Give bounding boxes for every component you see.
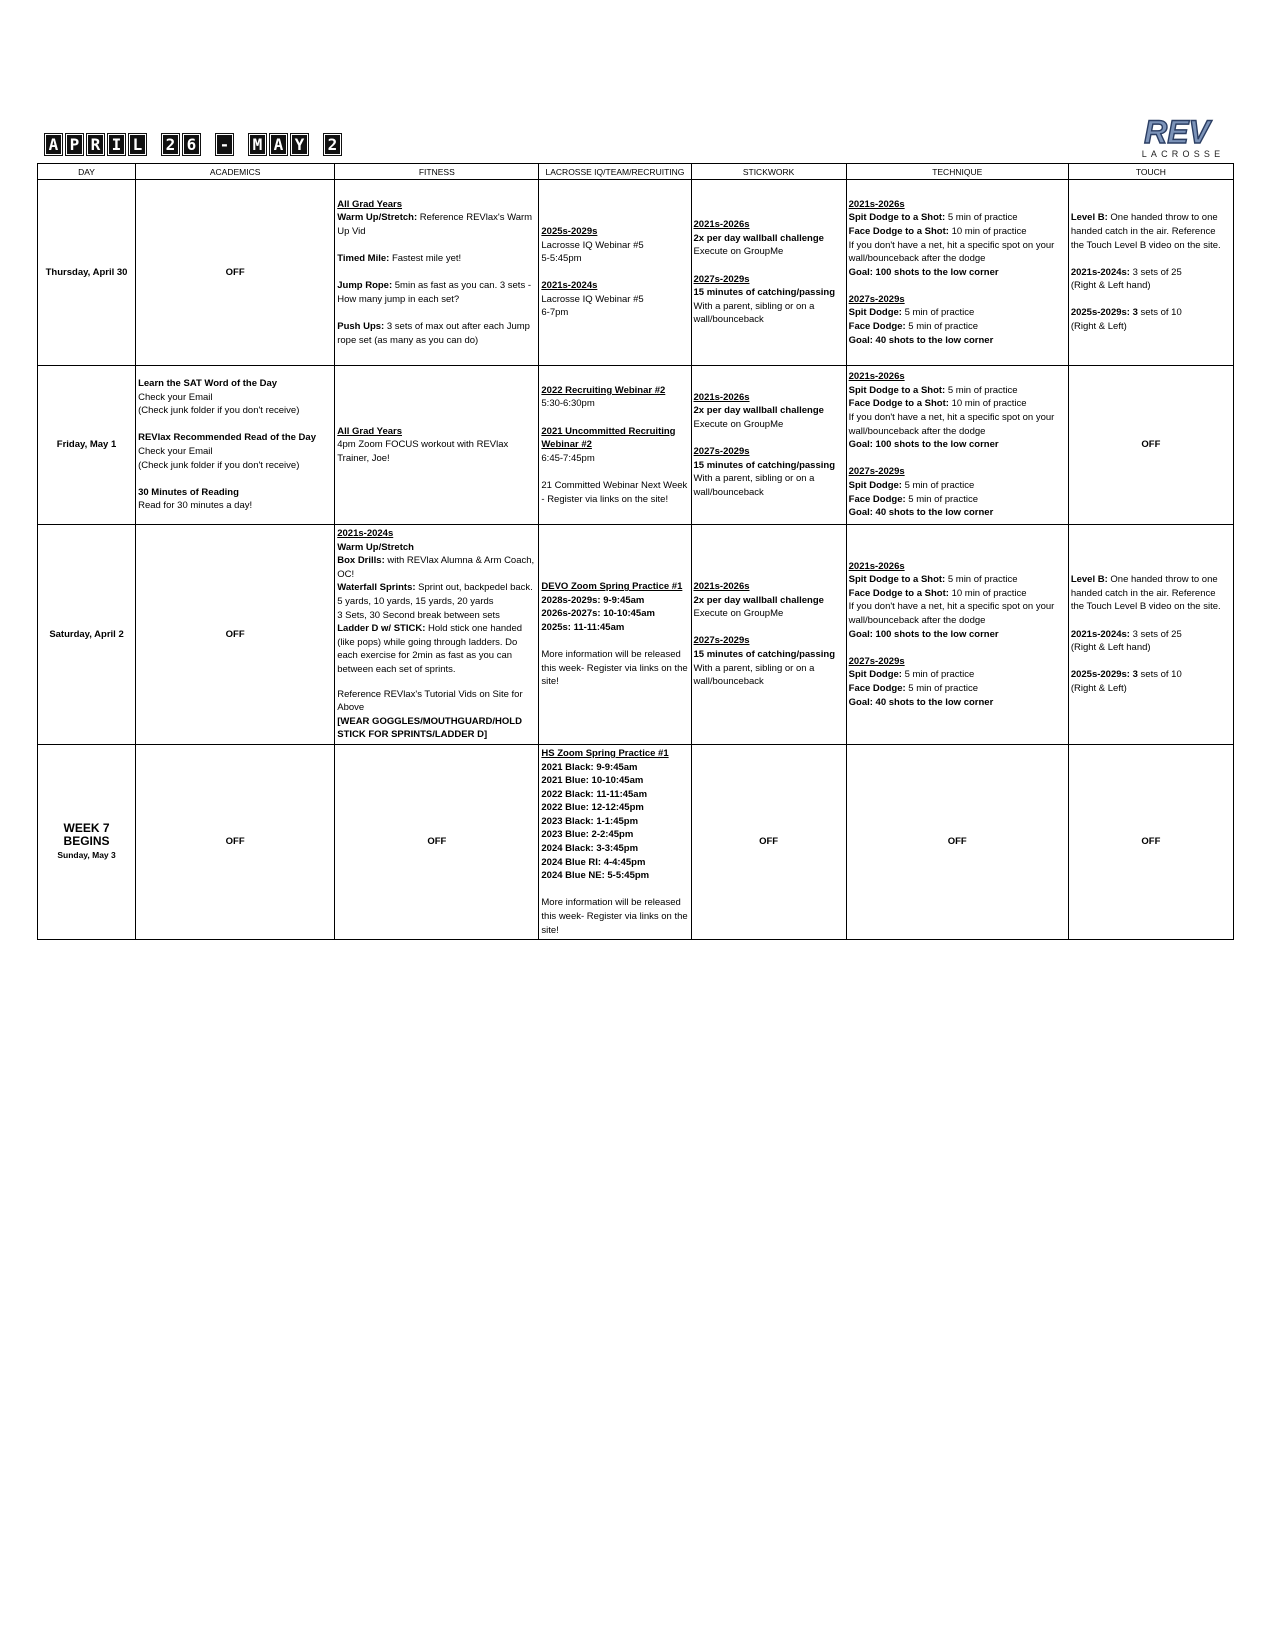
stickwork-cell: 2021s-2026s 2x per day wallball challenge Execute on GroupMe 2027s-2029s 15 minutes of catching/passing With a parent, sibling or on a wall/bounceback bbox=[691, 366, 846, 525]
table-row bbox=[38, 366, 1234, 525]
day-cell: Friday, May 1 bbox=[38, 366, 136, 525]
header-fitness: FITNESS bbox=[335, 164, 539, 180]
title-tile: A bbox=[269, 133, 288, 156]
table-row bbox=[38, 744, 1234, 939]
technique-cell: 2021s-2026s Spit Dodge to a Shot: 5 min of practice Face Dodge to a Shot: 10 min of practice If you don't have a net, hit a specific spot on your wall/bounceback after the dodge Goal: 100 shots to the low corner 2027s-2029s Spit Dodge: 5 min of practice Face Dodge: 5 min of practice Goal: 40 shots to the low corner bbox=[846, 366, 1068, 525]
header-academics: ACADEMICS bbox=[136, 164, 335, 180]
academics-cell: OFF bbox=[136, 180, 335, 366]
page-title bbox=[44, 133, 342, 156]
fitness-cell: All Grad Years 4pm Zoom FOCUS workout with REVlax Trainer, Joe! bbox=[335, 366, 539, 525]
stickwork-cell: 2021s-2026s 2x per day wallball challenge Execute on GroupMe 2027s-2029s 15 minutes of catching/passing With a parent, sibling or on a wall/bounceback bbox=[691, 525, 846, 745]
title-tile: - bbox=[215, 133, 234, 156]
technique-cell: 2021s-2026s Spit Dodge to a Shot: 5 min of practice Face Dodge to a Shot: 10 min of practice If you don't have a net, hit a specific spot on your wall/bounceback after the dodge Goal: 100 shots to the low corner 2027s-2029s Spit Dodge: 5 min of practice Face Dodge: 5 min of practice Goal: 40 shots to the low corner bbox=[846, 525, 1068, 745]
stickwork-cell: OFF bbox=[691, 744, 846, 939]
touch-cell: Level B: One handed throw to one handed catch in the air. Reference the Touch Level B video on the site. 2021s-2024s: 3 sets of 25 (Right & Left hand) 2025s-2029s: 3 sets of 10 (Right & Left) bbox=[1068, 525, 1233, 745]
title-tile: P bbox=[65, 133, 84, 156]
title-tile: L bbox=[128, 133, 147, 156]
title-tile: Y bbox=[290, 133, 309, 156]
lacrosse-iq-cell: 2025s-2029s Lacrosse IQ Webinar #5 5-5:45pm 2021s-2024s Lacrosse IQ Webinar #5 6-7pm bbox=[539, 180, 691, 366]
day-cell: WEEK 7 BEGINS Sunday, May 3 bbox=[38, 744, 136, 939]
academics-cell: OFF bbox=[136, 525, 335, 745]
header-day: DAY bbox=[38, 164, 136, 180]
academics-cell: OFF bbox=[136, 744, 335, 939]
title-tile: A bbox=[44, 133, 63, 156]
rev-lacrosse-logo bbox=[1125, 114, 1229, 160]
lacrosse-iq-cell: 2022 Recruiting Webinar #2 5:30-6:30pm 2021 Uncommitted Recruiting Webinar #2 6:45-7:45pm 21 Committed Webinar Next Week - Register via links on the site! bbox=[539, 366, 691, 525]
logo-sub: LACROSSE bbox=[1141, 149, 1225, 159]
header-technique: TECHNIQUE bbox=[846, 164, 1068, 180]
touch-cell: OFF bbox=[1068, 366, 1233, 525]
header-touch: TOUCH bbox=[1068, 164, 1233, 180]
lacrosse-iq-cell: DEVO Zoom Spring Practice #1 2028s-2029s: 9-9:45am 2026s-2027s: 10-10:45am 2025s: 11-11:45am More information will be released this week- Register via links on the site! bbox=[539, 525, 691, 745]
title-tile: R bbox=[86, 133, 105, 156]
day-cell: Thursday, April 30 bbox=[38, 180, 136, 366]
fitness-cell: OFF bbox=[335, 744, 539, 939]
logo-mark: REV bbox=[1144, 114, 1210, 150]
table-row bbox=[38, 180, 1234, 366]
lacrosse-iq-cell: HS Zoom Spring Practice #1 2021 Black: 9-9:45am 2021 Blue: 10-10:45am 2022 Black: 11-11:45am 2022 Blue: 12-12:45pm 2023 Black: 1-1:45pm 2023 Blue: 2-2:45pm 2024 Black: 3-3:45pm 2024 Blue RI: 4-4:45pm 2024 Blue NE: 5-5:45pm More information will be released this week- Register via links on the site! bbox=[539, 744, 691, 939]
title-tile: 2 bbox=[161, 133, 180, 156]
technique-cell: 2021s-2026s Spit Dodge to a Shot: 5 min of practice Face Dodge to a Shot: 10 min of practice If you don't have a net, hit a specific spot on your wall/bounceback after the dodge Goal: 100 shots to the low corner 2027s-2029s Spit Dodge: 5 min of practice Face Dodge: 5 min of practice Goal: 40 shots to the low corner bbox=[846, 180, 1068, 366]
fitness-cell: 2021s-2024s Warm Up/Stretch Box Drills: with REVlax Alumna & Arm Coach, OC! Waterfall Sprints: Sprint out, backpedel back. 5 yards, 10 yards, 15 yards, 20 yards 3 Sets, 30 Second break between sets Ladder D w/ STICK: Hold stick one handed (like pops) while going through ladders. Do each exercise for 2min as fast as you can between each set of sprints. Reference REVlax's Tutorial Vids on Site for Above [WEAR GOGGLES/MOUTHGUARD/HOLD STICK FOR SPRINTS/LADDER D] bbox=[335, 525, 539, 745]
fitness-cell: All Grad Years Warm Up/Stretch: Reference REVlax's Warm Up Vid Timed Mile: Fastest mile yet! Jump Rope: 5min as fast as you can. 3 sets - How many jump in each set? Push Ups: 3 sets of max out after each Jump rope set (as many as you can do) bbox=[335, 180, 539, 366]
header-lacrosse-iq: LACROSSE IQ/TEAM/RECRUITING bbox=[539, 164, 691, 180]
stickwork-cell: 2021s-2026s 2x per day wallball challenge Execute on GroupMe 2027s-2029s 15 minutes of catching/passing With a parent, sibling or on a wall/bounceback bbox=[691, 180, 846, 366]
schedule-table bbox=[37, 163, 1234, 940]
header-row bbox=[38, 164, 1234, 180]
day-cell: Saturday, April 2 bbox=[38, 525, 136, 745]
title-tile: 6 bbox=[182, 133, 201, 156]
title-tile: 2 bbox=[323, 133, 342, 156]
title-tile: M bbox=[248, 133, 267, 156]
touch-cell: Level B: One handed throw to one handed catch in the air. Reference the Touch Level B video on the site. 2021s-2024s: 3 sets of 25 (Right & Left hand) 2025s-2029s: 3 sets of 10 (Right & Left) bbox=[1068, 180, 1233, 366]
table-row bbox=[38, 525, 1234, 745]
title-tile: I bbox=[107, 133, 126, 156]
header-stickwork: STICKWORK bbox=[691, 164, 846, 180]
touch-cell: OFF bbox=[1068, 744, 1233, 939]
technique-cell: OFF bbox=[846, 744, 1068, 939]
academics-cell: Learn the SAT Word of the Day Check your Email (Check junk folder if you don't receive) REVlax Recommended Read of the Day Check your Email (Check junk folder if you don't receive) 30 Minutes of Reading Read for 30 minutes a day! bbox=[136, 366, 335, 525]
